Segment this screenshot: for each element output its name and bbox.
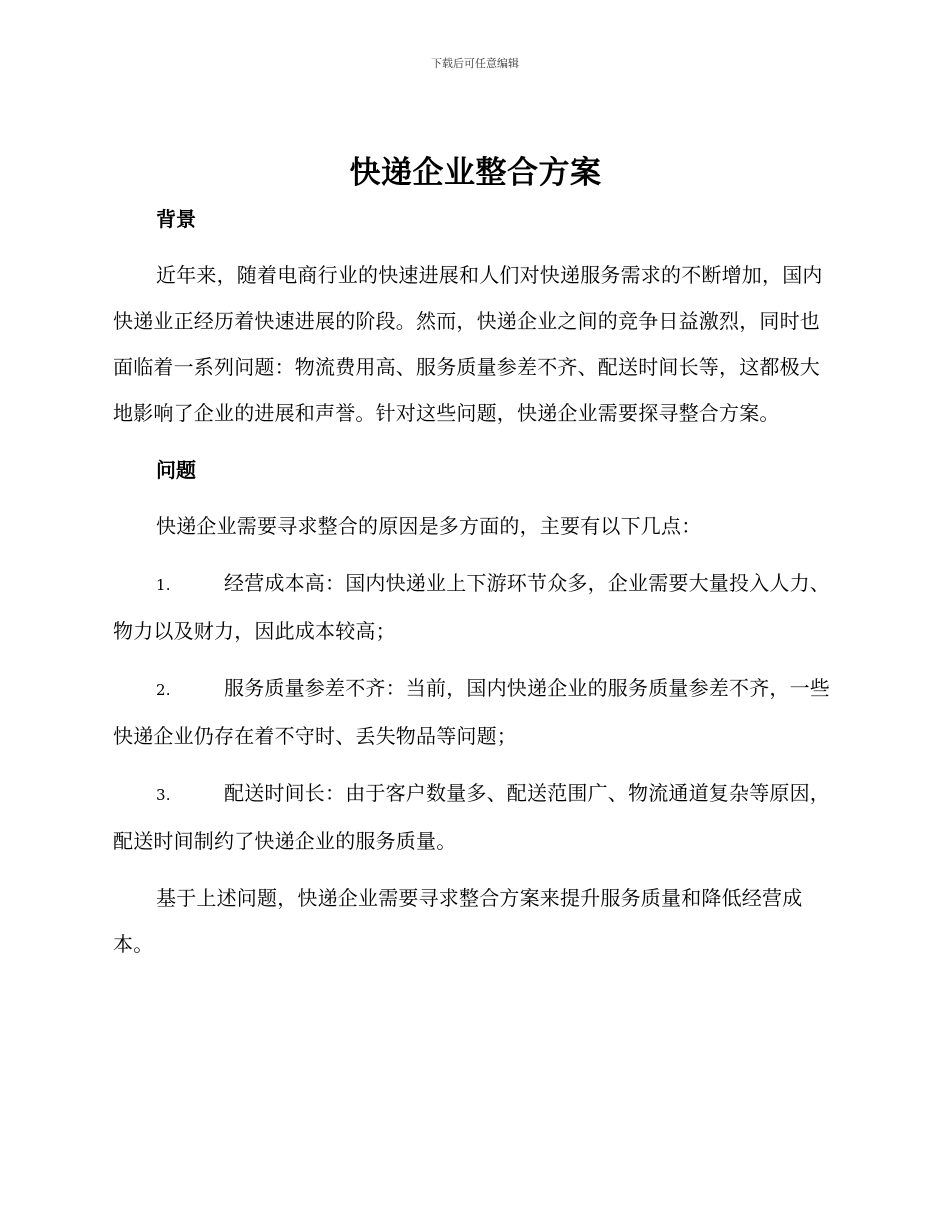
list-item — [113, 665, 838, 759]
list-number: 3. — [156, 786, 171, 804]
list-item — [113, 560, 838, 654]
list-item-text: 经营成本高：国内快递业上下游环节众多，企业需要大量投入人力、物力以及财力，因此成本较高； — [113, 571, 830, 643]
header-note: 下载后可任意编辑 — [431, 57, 519, 70]
list-item-text: 配送时间长：由于客户数量多、配送范围广、物流通道复杂等原因，配送时间制约了快递企业的服务质量。 — [113, 781, 830, 853]
document-title: 快递企业整合方案 — [349, 155, 602, 191]
problems-intro: 快递企业需要寻求整合的原因是多方面的，主要有以下几点： — [156, 514, 702, 538]
background-paragraph: 近年来，随着电商行业的快速进展和人们对快递服务需求的不断增加，国内快递业正经历着快速进展的阶段。然而，快递企业之间的竞争日益激烈，同时也面临着一系列问题：物流费用高、服务质量参差不齐、配送时间长等，这都极大地影响了企业的进展和声誉。针对这些问题，快递企业需要探寻整合方案。 — [113, 263, 823, 425]
list-item — [113, 770, 838, 864]
document-body — [113, 150, 838, 967]
list-number: 2. — [156, 681, 171, 699]
conclusion-paragraph: 基于上述问题，快递企业需要寻求整合方案来提升服务质量和降低经营成本。 — [113, 886, 803, 956]
list-number: 1. — [156, 576, 171, 594]
section-heading-problems: 问题 — [156, 458, 196, 482]
list-item-text: 服务质量参差不齐：当前，国内快递企业的服务质量参差不齐，一些快递企业仍存在着不守时、丢失物品等问题； — [113, 676, 830, 748]
section-heading-background: 背景 — [156, 207, 196, 231]
